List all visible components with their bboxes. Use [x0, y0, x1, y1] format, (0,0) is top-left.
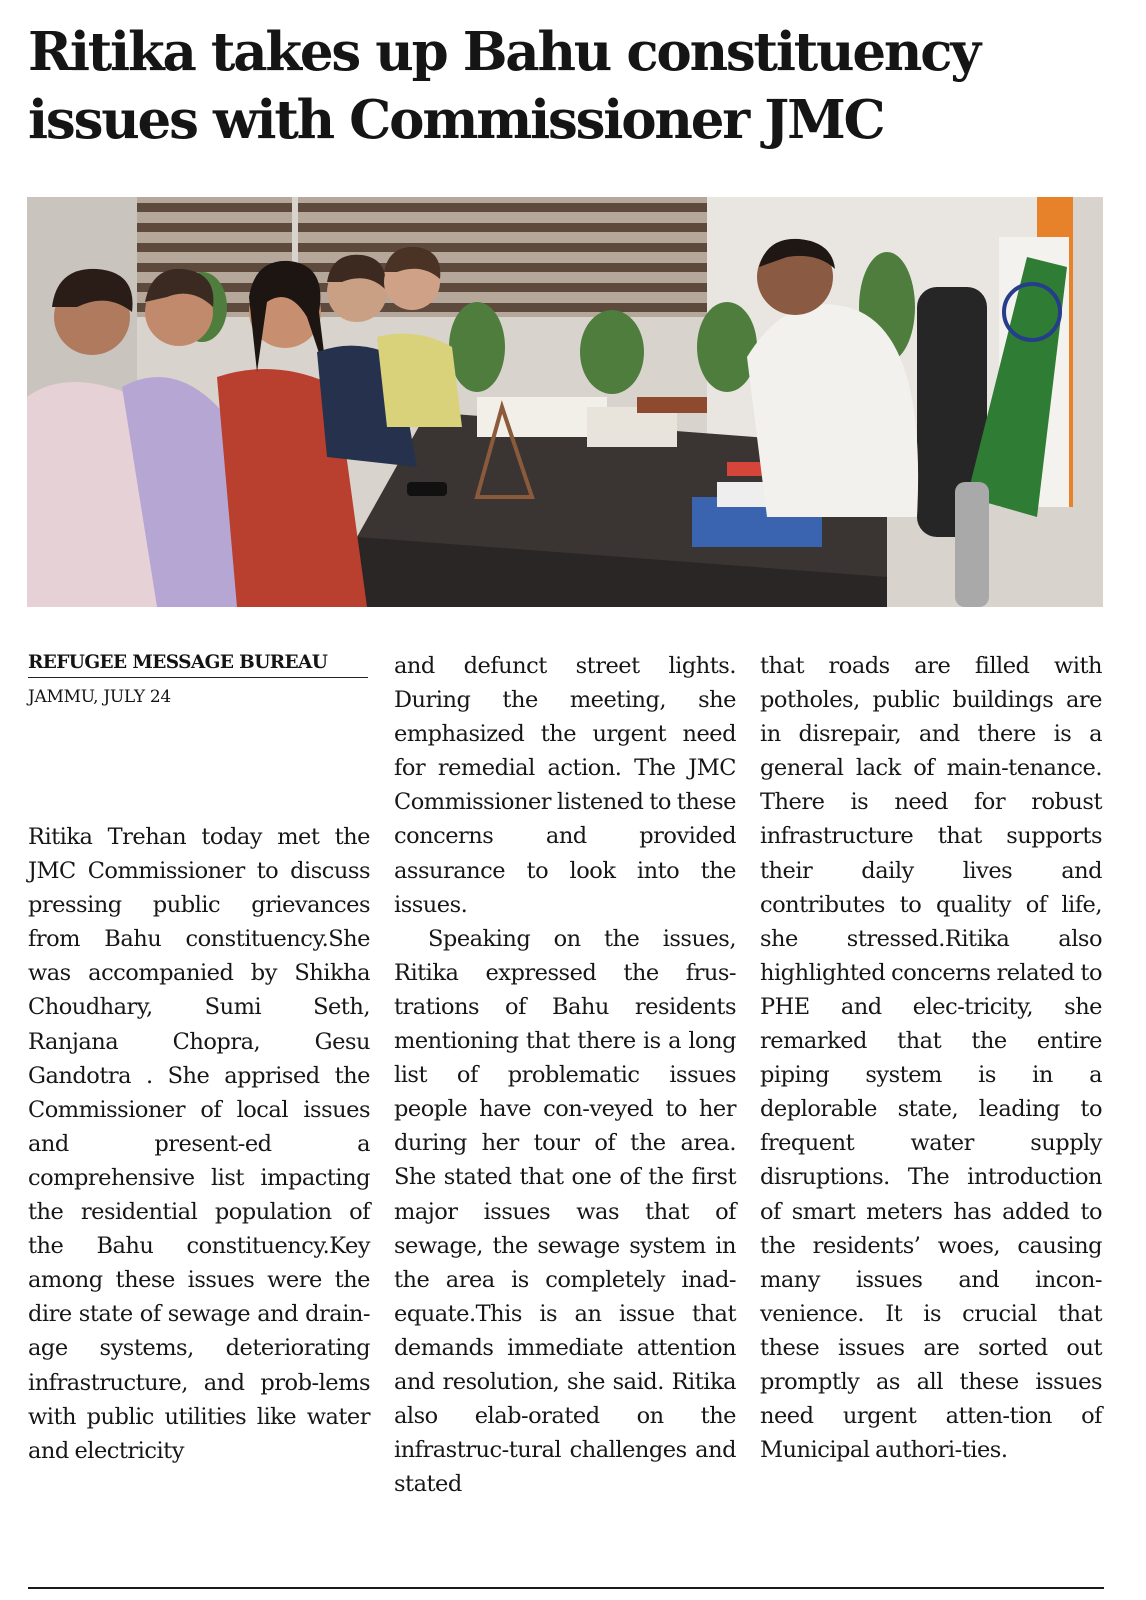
article-paragraph: and defunct street lights. During the meeting, she emphasized the urgent need for remedial action. The JMC Commissioner listened to these concerns and provided assurance to look into the issues.	[394, 653, 736, 918]
byline-block	[28, 652, 368, 707]
article-column-3	[760, 649, 1102, 1467]
article-paragraph: that roads are filled with potholes, public buildings are in disrepair, and there is a general lack of main-tenance. There is need for robust infrastructure that supports their daily lives and contributes to quality of life, she stressed.Ritika also highlighted concerns related to PHE and elec-tricity, she remarked that the entire piping system is in a deplorable state, leading to frequent water supply disruptions. The introduction of smart meters has added to the residents’ woes, causing many issues and incon-venience. It is crucial that these issues are sorted out promptly as all these issues need urgent atten-tion of Municipal authori-ties.	[760, 653, 1102, 1464]
article-paragraph: Ritika Trehan today met the JMC Commissioner to discuss pressing public grievances from Bahu constituency.She was accompanied by Shikha Choudhary, Sumi Seth, Ranjana Chopra, Gesu Gandotra . She apprised the Commissioner of local issues and present-ed a comprehensive list impacting the residential population of the Bahu constituency.Key among these issues were the dire state of sewage and drain-age systems, deteriorating infrastructure, and prob-lems with public utilities like water and electricity	[28, 824, 370, 1464]
dateline: JAMMU, JULY 24	[28, 687, 171, 707]
article-column-2	[394, 649, 736, 1501]
byline: REFUGEE MESSAGE BUREAU	[28, 652, 368, 678]
meeting-photo-illustration	[27, 197, 1103, 607]
news-photo	[27, 197, 1103, 607]
bottom-rule	[28, 1587, 1104, 1589]
article-column-1	[28, 820, 370, 1468]
article-paragraph: Speaking on the issues, Ritika expressed the frus-trations of Bahu residents mentioning that there is a long list of problematic issues people have con-veyed to her during her tour of the area. She stated that one of the first major issues was that of sewage, the sewage system in the area is completely inad-equate.This is an issue that demands immediate attention and resolution, she said. Ritika also elab-orated on the infrastruc-tural challenges and stated	[394, 925, 736, 1498]
headline	[28, 18, 1118, 154]
headline-line-1: Ritika takes up Bahu constituency	[28, 21, 979, 83]
headline-line-2: issues with Commissioner JMC	[28, 89, 884, 151]
